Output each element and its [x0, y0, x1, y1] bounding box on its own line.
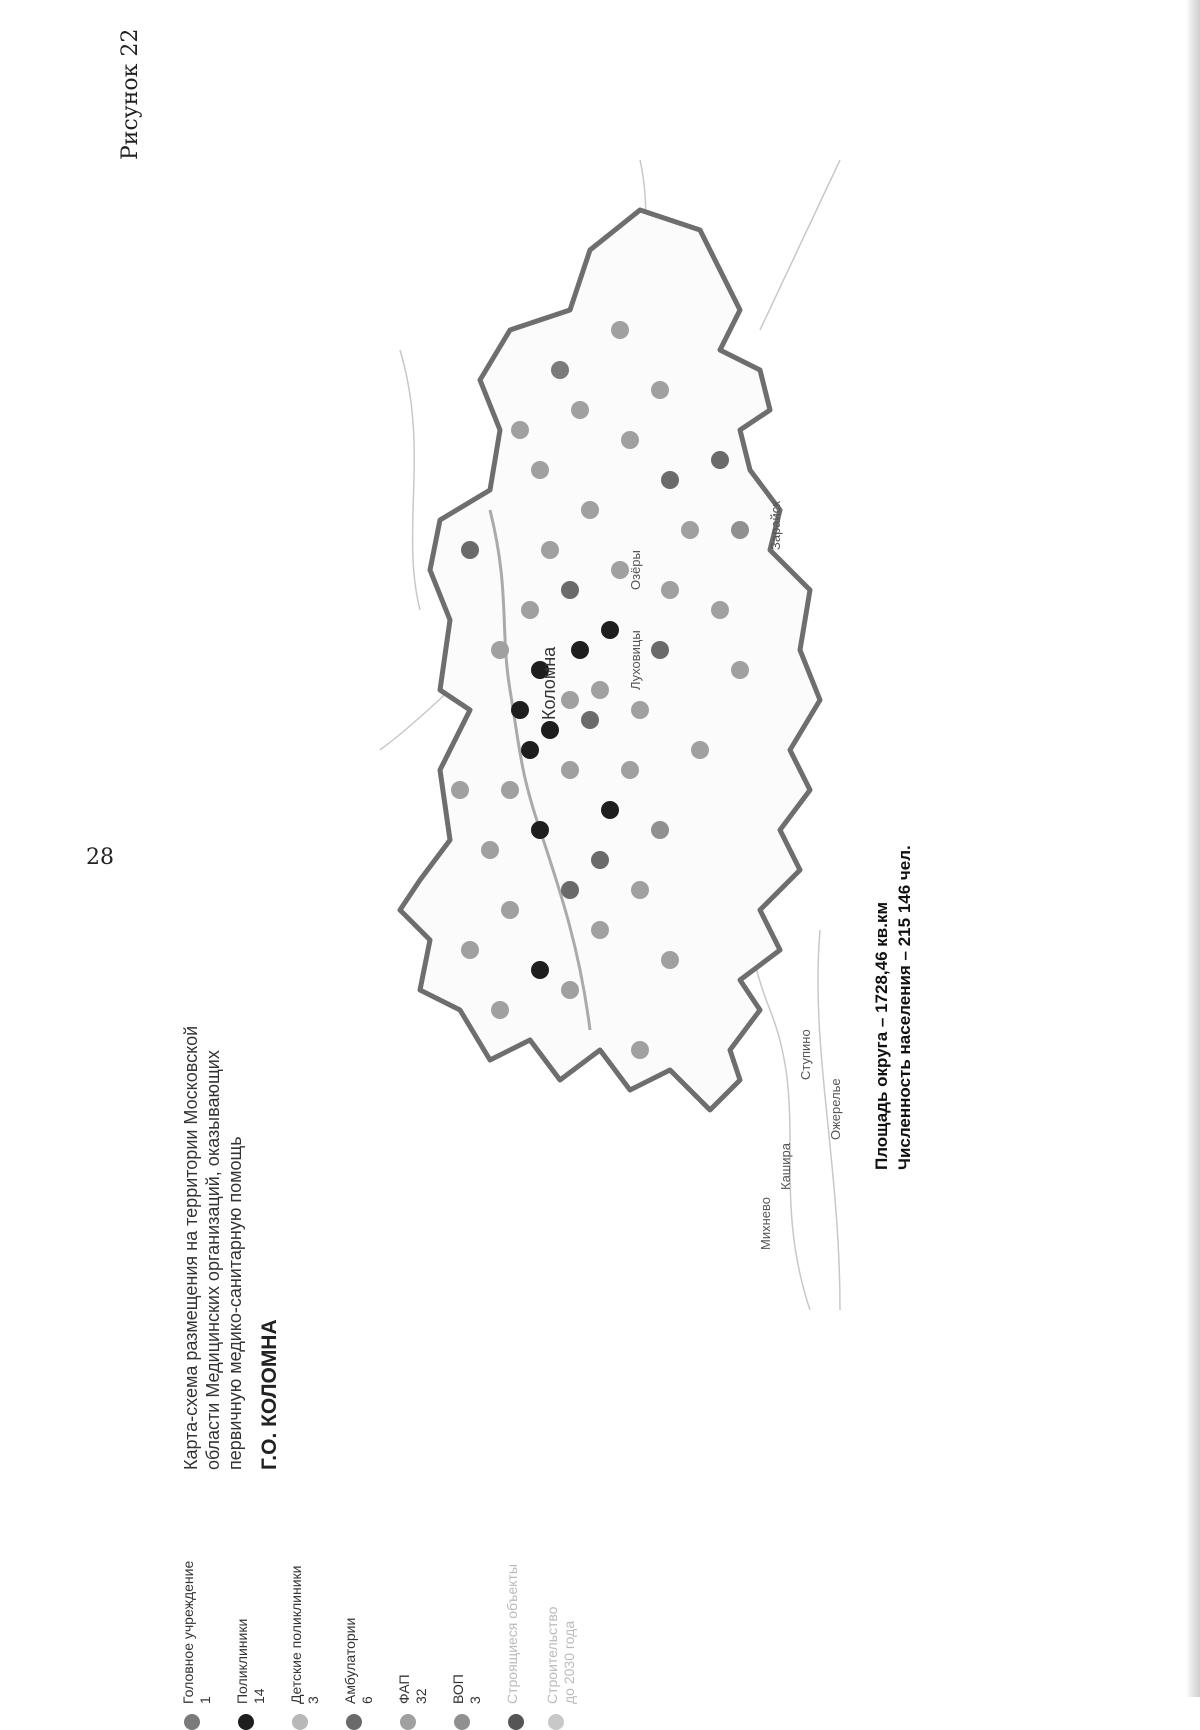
district-population: Численность населения – 215 146 чел.: [895, 845, 914, 1170]
legend-label: ВОП 3: [450, 1674, 483, 1704]
title-line-2: области Медицинских организаций, оказывающих: [203, 1050, 223, 1470]
facility-marker: [561, 881, 579, 899]
legend-label: Головное учреждение 1: [180, 1560, 213, 1704]
facility-marker: [461, 941, 479, 959]
town-label: Озёры: [628, 550, 643, 590]
facility-marker: [591, 681, 609, 699]
facility-marker: [621, 761, 639, 779]
legend-item: [288, 1480, 322, 1730]
facility-marker: [591, 921, 609, 939]
facility-marker: [541, 721, 559, 739]
facility-marker: [531, 961, 549, 979]
town-label: Кашира: [778, 1143, 793, 1190]
legend-marker-icon: [508, 1714, 524, 1730]
legend-label: Строительство до 2030 года: [544, 1606, 577, 1704]
legend-item: [504, 1480, 524, 1730]
facility-marker: [611, 321, 629, 339]
town-label: Зарайск: [768, 501, 783, 550]
title-line-3: первичную медико-санитарную помощь: [225, 1136, 245, 1470]
page-number: 28: [86, 845, 114, 870]
legend-item: [234, 1480, 268, 1730]
district-area: Площадь округа – 1728,46 кв.км: [872, 901, 891, 1170]
facility-marker: [551, 361, 569, 379]
facility-marker: [451, 781, 469, 799]
facility-marker: [511, 421, 529, 439]
facility-marker: [611, 561, 629, 579]
legend-marker-icon: [400, 1714, 416, 1730]
figure-label: Рисунок 22: [118, 28, 143, 160]
facility-marker: [461, 541, 479, 559]
legend-marker-icon: [184, 1714, 200, 1730]
legend-marker-icon: [548, 1714, 564, 1730]
legend-item: [180, 1480, 214, 1730]
map-label-center: Коломна: [539, 646, 559, 720]
legend-item: [342, 1480, 376, 1730]
facility-marker: [661, 581, 679, 599]
facility-marker: [531, 821, 549, 839]
legend-item: [544, 1480, 578, 1730]
facility-marker: [621, 431, 639, 449]
district-stats: [870, 845, 916, 1170]
legend-marker-icon: [454, 1714, 470, 1730]
legend-marker-icon: [238, 1714, 254, 1730]
facility-marker: [531, 461, 549, 479]
rotated-figure: [180, 70, 940, 1704]
legend-label: Детские поликлиники 3: [288, 1565, 321, 1704]
facility-marker: [501, 781, 519, 799]
facility-marker: [581, 501, 599, 519]
facility-marker: [521, 741, 539, 759]
legend-label: Строящиеся объекты: [504, 1564, 520, 1704]
facility-marker: [631, 1041, 649, 1059]
facility-marker: [541, 541, 559, 559]
facility-marker: [631, 881, 649, 899]
facility-marker: [681, 521, 699, 539]
district-map: [340, 160, 860, 1310]
facility-marker: [491, 1001, 509, 1019]
legend-marker-icon: [346, 1714, 362, 1730]
facility-marker: [711, 451, 729, 469]
legend-label: Амбулатории 6: [342, 1617, 375, 1704]
facility-marker: [571, 641, 589, 659]
legend: [180, 1480, 598, 1730]
facility-marker: [601, 801, 619, 819]
facility-marker: [571, 401, 589, 419]
facility-marker: [581, 711, 599, 729]
district-name: Г.О. КОЛОМНА: [258, 1319, 281, 1470]
facility-marker: [591, 851, 609, 869]
facility-marker: [511, 701, 529, 719]
town-label: Ожерелье: [828, 1078, 843, 1140]
facility-marker: [651, 381, 669, 399]
town-label: Михнево: [758, 1197, 773, 1250]
facility-marker: [711, 601, 729, 619]
facility-marker: [561, 761, 579, 779]
facility-marker: [561, 581, 579, 599]
facility-marker: [661, 471, 679, 489]
title-line-1: Карта-схема размещения на территории Московской: [181, 1025, 201, 1470]
facility-marker: [731, 661, 749, 679]
facility-marker: [501, 901, 519, 919]
facility-marker: [661, 951, 679, 969]
facility-marker: [731, 521, 749, 539]
district-boundary: [400, 210, 820, 1110]
facility-marker: [651, 641, 669, 659]
town-label: Ступино: [798, 1029, 813, 1080]
facility-marker: [561, 691, 579, 709]
facility-marker: [491, 641, 509, 659]
facility-marker: [631, 701, 649, 719]
legend-item: [450, 1480, 484, 1730]
legend-label: ФАП 32: [396, 1674, 429, 1704]
legend-marker-icon: [292, 1714, 308, 1730]
facility-marker: [691, 741, 709, 759]
facility-marker: [601, 621, 619, 639]
figure-title: [180, 870, 246, 1470]
facility-marker: [561, 981, 579, 999]
legend-item: [396, 1480, 430, 1730]
town-label: Луховицы: [628, 630, 643, 690]
facility-marker: [651, 821, 669, 839]
facility-marker: [521, 601, 539, 619]
page-edge-shadow: [1186, 0, 1200, 1697]
facility-marker: [481, 841, 499, 859]
legend-label: Поликлиники 14: [234, 1618, 267, 1704]
